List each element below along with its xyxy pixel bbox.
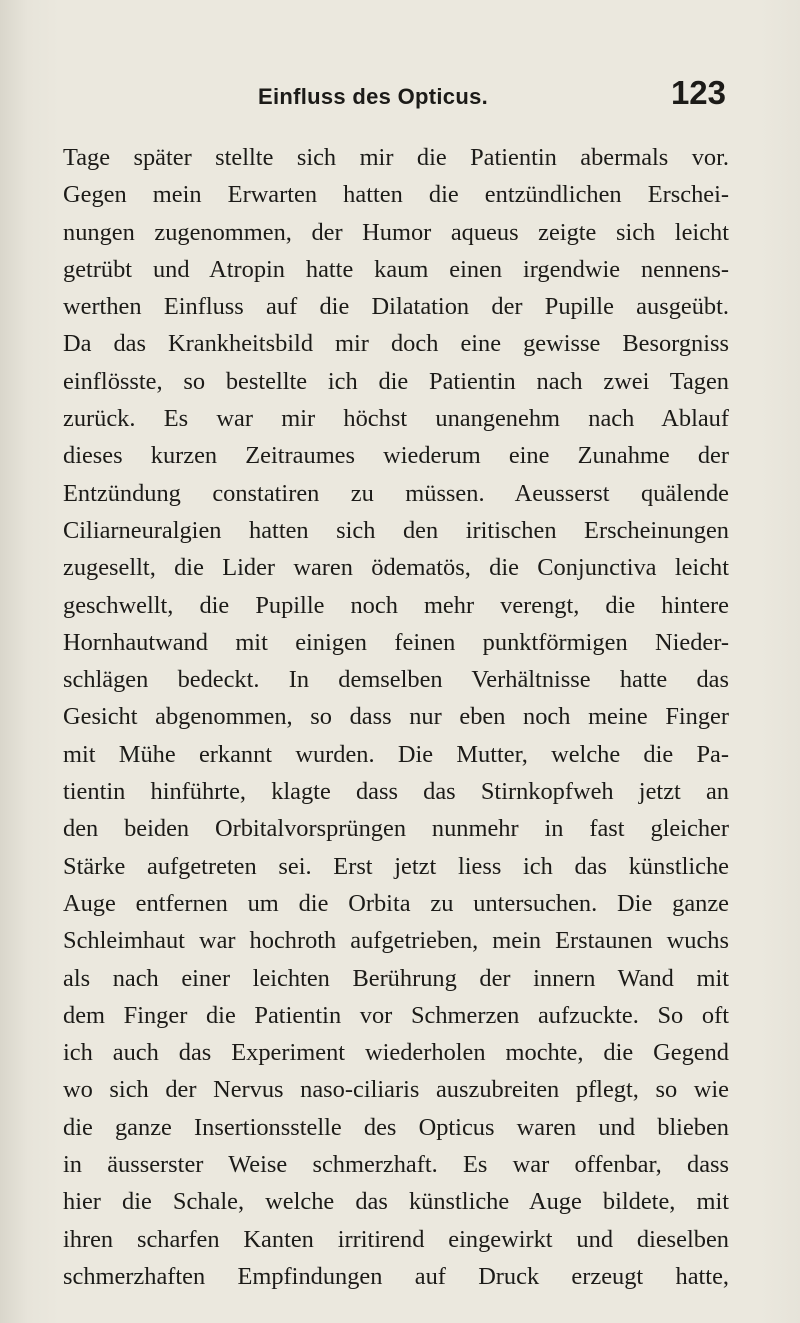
text-line: zugesellt, die Lider waren ödematös, die Conjunctiva leicht [63,554,729,582]
text-line: schmerzhaften Empfindungen auf Druck erzeugt hatte, [63,1262,729,1290]
text-line: den beiden Orbitalvorsprüngen nunmehr in fast gleicher [63,815,729,843]
page-number: 123 [670,74,726,111]
text-line: die ganze Insertionsstelle des Opticus waren und blieben [63,1113,729,1141]
text-line: hier die Schale, welche das künstliche Auge bildete, mit [63,1188,729,1216]
text-line: Tage später stellte sich mir die Patientin abermals vor. [63,144,729,171]
text-line: geschwellt, die Pupille noch mehr verengt, die hintere [63,591,729,619]
text-line: Gegen mein Erwarten hatten die entzündlichen Erschei- [63,181,729,209]
text-line: Entzündung constatiren zu müssen. Aeusserst quälende [63,479,729,507]
text-line: Schleimhaut war hochroth aufgetrieben, mein Erstaunen wuchs [63,927,729,955]
text-line: schlägen bedeckt. In demselben Verhältnisse hatte das [63,666,729,694]
text-line: wo sich der Nervus naso-ciliaris auszubreiten pflegt, so wie [63,1076,729,1104]
text-line: zurück. Es war mir höchst unangenehm nach Ablauf [63,405,729,433]
text-line: dem Finger die Patientin vor Schmerzen aufzuckte. So oft [63,1001,729,1029]
text-line: Da das Krankheitsbild mir doch eine gewisse Besorgniss [63,330,729,358]
text-line: als nach einer leichten Berührung der innern Wand mit [63,964,729,992]
text-line: Stärke aufgetreten sei. Erst jetzt liess ich das künstliche [63,852,729,880]
text-line: Ciliarneuralgien hatten sich den iritischen Erscheinungen [63,516,729,544]
running-head: Einfluss des Opticus. [258,84,489,109]
body-text [63,139,729,1295]
text-line: dieses kurzen Zeitraumes wiederum eine Zunahme der [63,442,729,470]
text-line: Auge entfernen um die Orbita zu untersuchen. Die ganze [63,889,729,917]
text-line: Gesicht abgenommen, so dass nur eben noch meine Finger [63,703,729,731]
text-line: nungen zugenommen, der Humor aqueus zeigte sich leicht [63,218,729,246]
text-line: ihren scharfen Kanten irritirend eingewirkt und dieselben [63,1225,729,1253]
text-line: tientin hinführte, klagte dass das Stirnkopfweh jetzt an [63,778,729,806]
page-header [66,74,726,118]
text-line: einflösste, so bestellte ich die Patientin nach zwei Tagen [63,367,729,395]
text-line: getrübt und Atropin hatte kaum einen irgendwie nennens- [63,255,729,283]
text-line: werthen Einfluss auf die Dilatation der Pupille ausgeübt. [63,293,729,321]
text-line: ich auch das Experiment wiederholen mochte, die Gegend [63,1039,729,1067]
text-line: Hornhautwand mit einigen feinen punktförmigen Nieder- [63,628,729,656]
text-line: mit Mühe erkannt wurden. Die Mutter, welche die Pa- [63,740,729,768]
text-line: in äusserster Weise schmerzhaft. Es war offenbar, dass [63,1151,729,1179]
